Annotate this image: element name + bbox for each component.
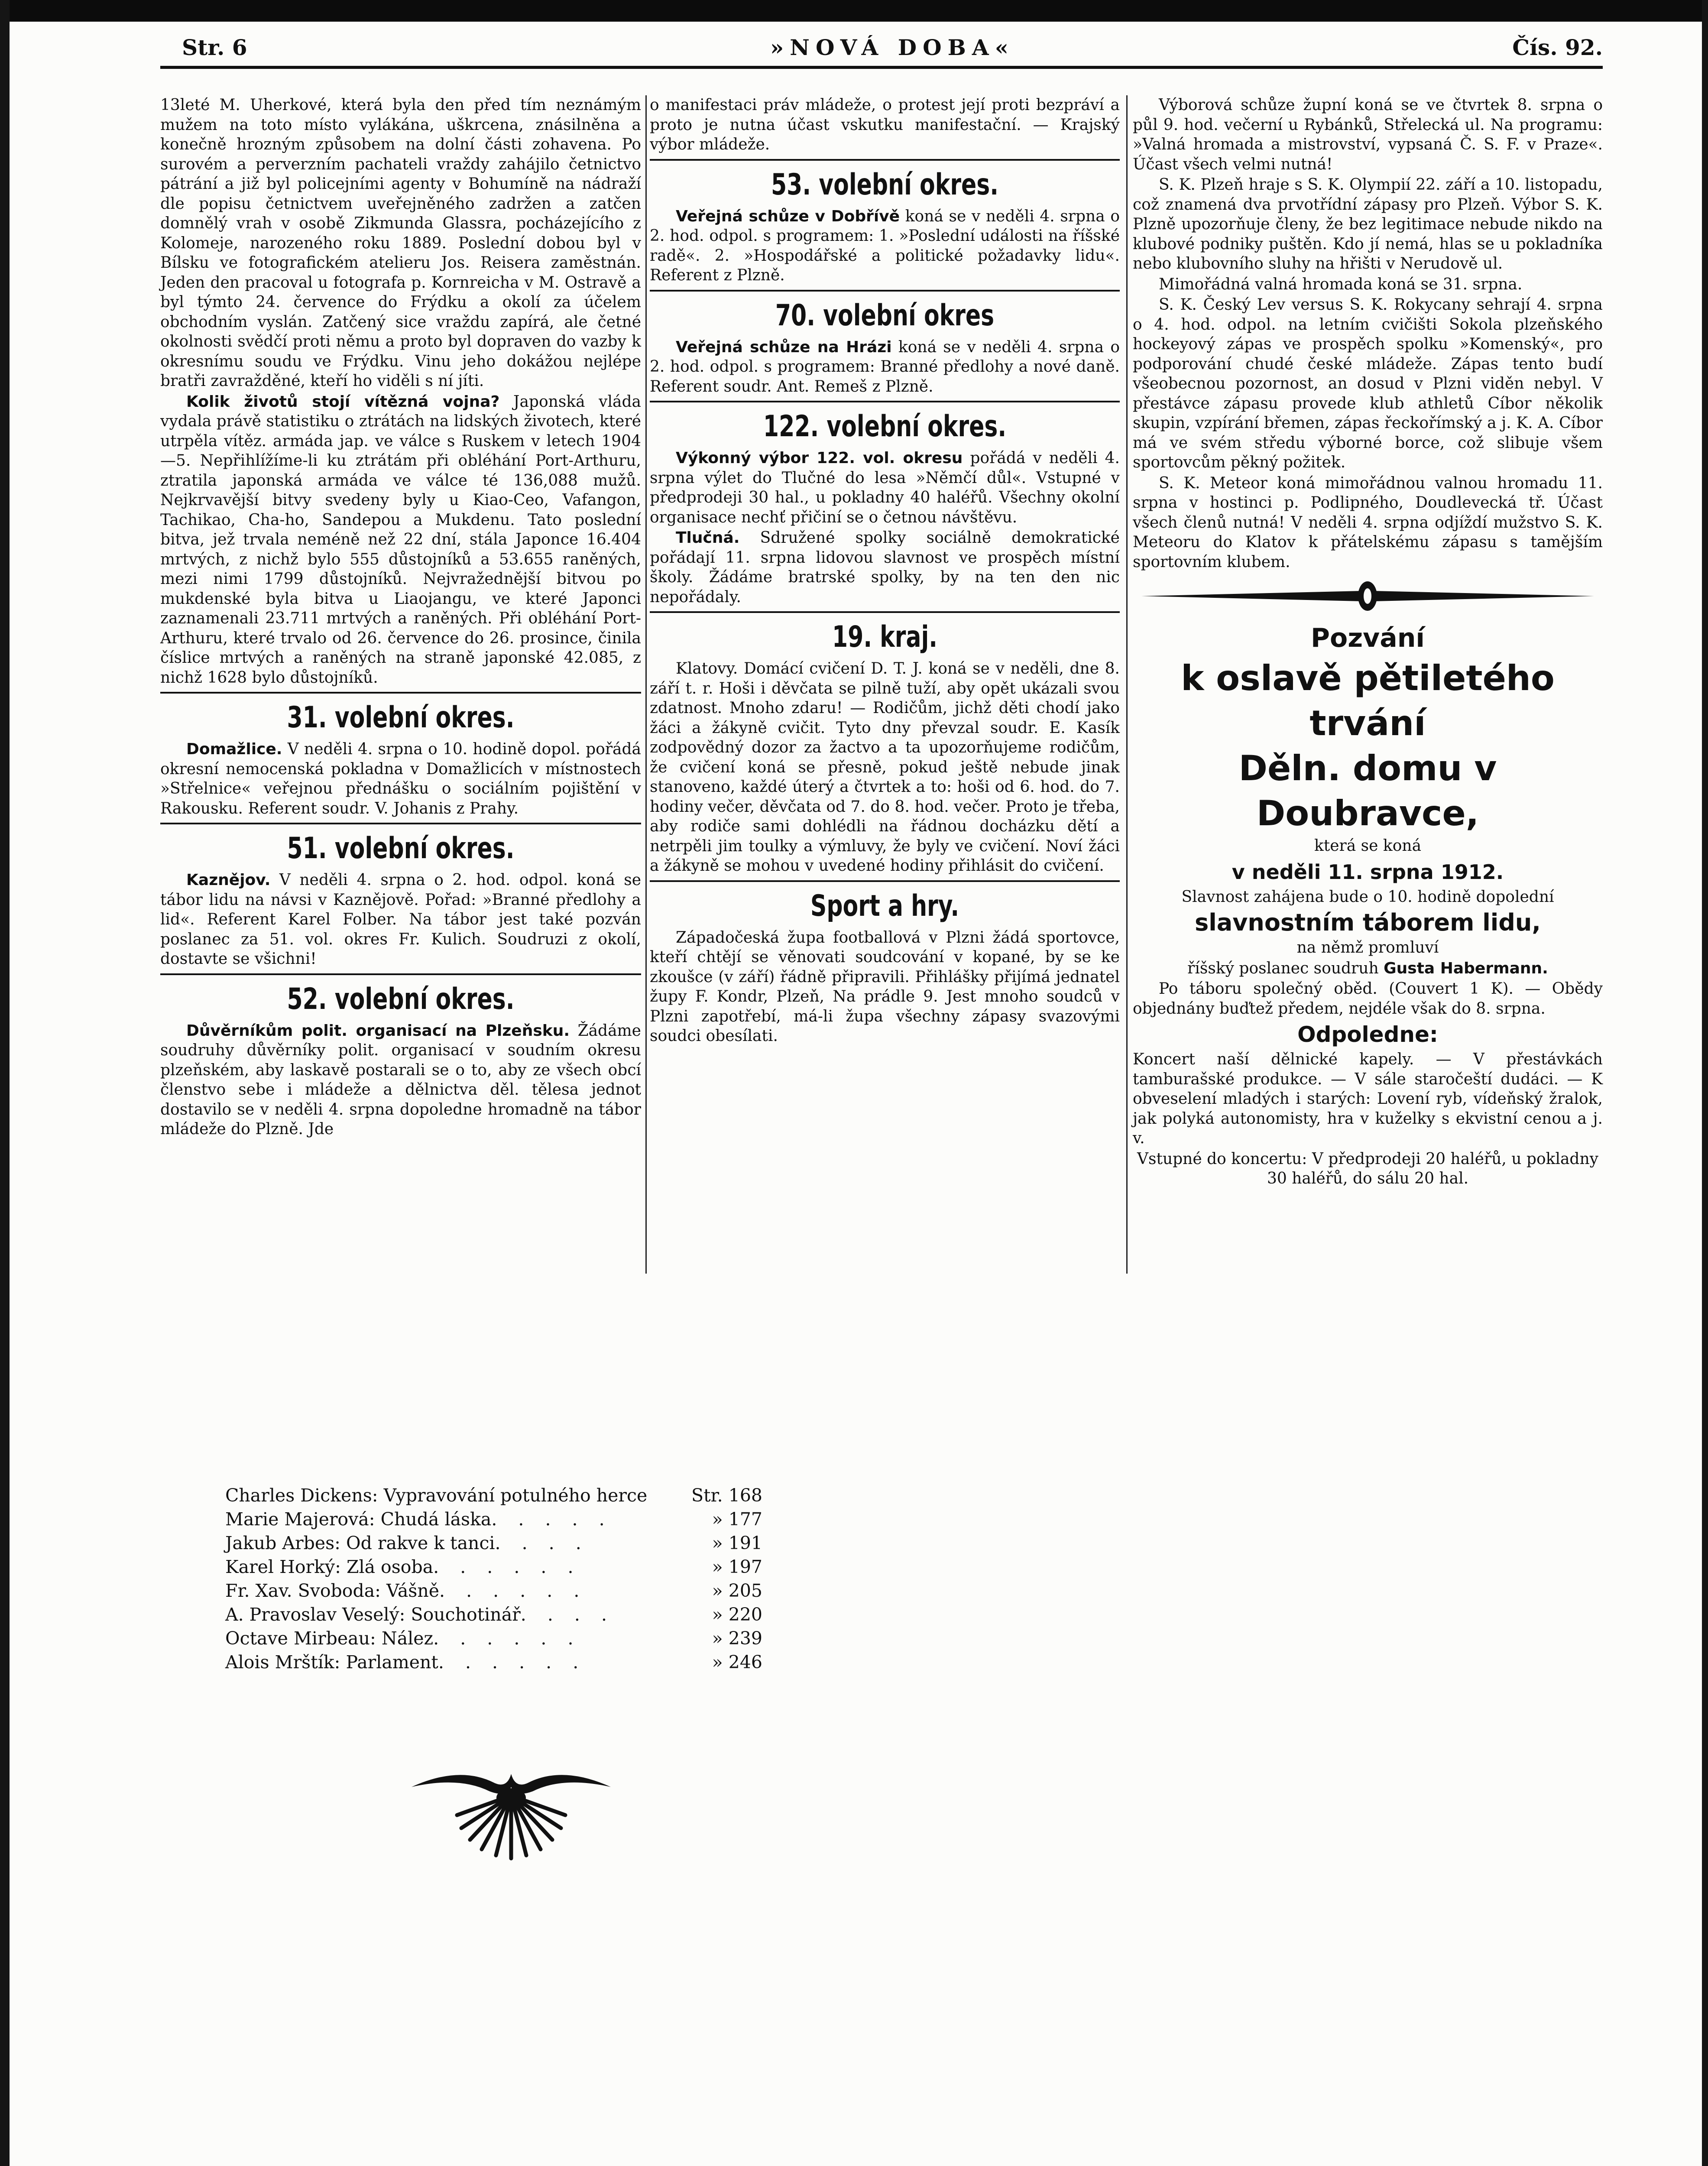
ad-afternoon: Odpoledne:	[1297, 1022, 1438, 1047]
article-war-title: Kolik životů stojí vítězná vojna?	[186, 392, 500, 411]
notice-plzensko	[160, 1021, 641, 1139]
sport-note: S. K. Meteor koná mimořádnou valnou hromadu 11. srpna v hostinci p. Podlipného, Doudlevecká tř. Účast všech členů nutná! V neděli 4. srpna odjíždí mužstvo S. K. Meteoru do Klatov k přátelskému zápasu s tamějším sportovním klubem.	[1133, 474, 1603, 571]
column-divider	[1126, 95, 1128, 1274]
section-title-52: 52. volební okres.	[287, 982, 515, 1016]
notice-lead: Veřejná schůze v Dobřívě	[676, 207, 900, 225]
notice-lead: Veřejná schůze na Hrázi	[676, 338, 892, 356]
notice-tlucna	[650, 528, 1120, 607]
notice-text: pořádá v neděli 4. srpna výlet do Tlučné do lesa »Němčí důl«. Vstupné v předprodeji 30 hal., u pokladny 40 haléřů. Všechny okolní organisace nechť přičiní se o četnou návštěvu.	[650, 449, 1120, 526]
sport-note: S. K. Český Lev versus S. K. Rokycany sehrají 4. srpna o 4. hod. odpol. na letním cvičišti Sokola plzeňského hockeyový zápas ve prospěch spolku »Komenský«, pro podporování chudé české mládeže. Zápas tento budí všeobecnou pozornost, an dosud v Plzni viděn nebyl. V přestávce zápasu provede klub athletů Cíbor několik skupin, vzpírání břemen, zápas řeckořímský a j. K. A. Cíbor má ve svém středu výborné borce, což slibuje všem sportovcům pěkný požitek.	[1133, 296, 1603, 471]
column-divider	[645, 95, 647, 1274]
section-rule	[160, 973, 641, 975]
contents-title: Charles Dickens: Vypravování potulného herce	[225, 1485, 648, 1506]
notice-dobriv	[650, 207, 1120, 285]
contents-dots: . . . .	[495, 1533, 589, 1553]
ad-rally: slavnostním táborem lidu,	[1195, 909, 1541, 936]
section-title-70: 70. volební okres	[775, 298, 995, 333]
notice-text: V neděli 4. srpna o 10. hodině dopol. pořádá okresní nemocenská pokladna v Domažlicích v místnostech »Střelnice« veřejnou přednášku o sociálním pojištění v Rakousku. Referent soudr. V. Johanis z Prahy.	[160, 740, 641, 817]
contents-title: Karel Horký: Zlá osoba	[225, 1556, 434, 1577]
contents-page: » 239	[712, 1628, 762, 1649]
section-rule	[650, 880, 1120, 882]
section-rule	[160, 823, 641, 824]
ad-lunch: Po táboru společný oběd. (Couvert 1 K). — Obědy objednány buďtež předem, nejdéle však do 8. srpna.	[1133, 980, 1603, 1018]
notice-klatovy: Klatovy. Domácí cvičení D. T. J. koná se v neděli, dne 8. září t. r. Hoši i děvčata se pilně tuží, aby opět ukázali svou zdatnost. Mnoho zdaru! — Rodičům, jichž děti chodí jako žáci a žákyně cvičit. Tyto dny převzal soudr. E. Kasík zodpovědný dozor za žactvo a ta upozorňujeme rodičům, že cvičení koná se přesně, pokud ještě nebude jinak stanoveno, každé úterý a čtvrtek a to: hoši od 6. hod. do 7. hodiny večer, děvčata od 7. do 8. hod. večer. Proto je třeba, aby rodiče sami dohlédli na řádnou docházku dětí a netrpěli jim toulky a výmluvy, že byly ve cvičení. Noví žáci a žákyně se mohou v uvedené hodiny přihlásit do cvičení.	[650, 660, 1120, 875]
list-item	[225, 1650, 762, 1674]
ad-line: která se koná	[1314, 837, 1422, 855]
notice-text: Sdružené spolky sociálně demokratické pořádají 11. srpna lidovou slavnost ve prospěch místní školy. Žádáme bratrské spolky, by na ten den nic nepořádaly.	[650, 529, 1120, 606]
ad-speaker-role: říšský poslanec soudruh	[1187, 959, 1379, 977]
section-title-51: 51. volební okres.	[287, 831, 515, 866]
notice-lead: Důvěrníkům polit. organisací na Plzeňsku.	[186, 1021, 570, 1040]
contents-dots: . . . . . .	[439, 1580, 587, 1601]
notice-lead: Tlučná.	[676, 529, 740, 547]
page-header	[182, 35, 1603, 65]
ornament-divider	[1133, 579, 1603, 613]
contents-title: Alois Mrštík: Parlament	[225, 1652, 438, 1673]
list-item	[225, 1484, 762, 1508]
sport-note: Výborová schůze župní koná se ve čtvrtek 8. srpna o půl 9. hod. večerní u Rybánků, Střelecká ul. Na programu: »Valná hromada a mistrovství, vypsaná Č. S. F. v Praze«. Účast všech velmi nutná!	[1133, 96, 1603, 173]
contents-page: » 205	[712, 1580, 762, 1601]
contents-title: Jakub Arbes: Od rakve k tanci	[225, 1533, 495, 1553]
notice-text: koná se v neděli 4. srpna o 2. hod. odpol. s programem: 1. »Poslední události na říšské radě«. 2. »Hospodářské a politické požadavky lidu«. Referent z Plzně.	[650, 207, 1120, 284]
notice-lead: Výkonný výbor 122. vol. okresu	[676, 449, 963, 467]
section-rule	[650, 611, 1120, 613]
ornament-rule-icon	[1133, 579, 1603, 613]
contents-page: » 197	[712, 1556, 762, 1577]
ad-title: Pozvání	[1311, 623, 1425, 653]
notice-lead: Domažlice.	[186, 740, 282, 758]
notice-hraz	[650, 337, 1120, 397]
column-3	[1133, 95, 1603, 1190]
list-item	[225, 1579, 762, 1603]
sport-note: S. K. Plzeň hraje s S. K. Olympií 22. září a 10. listopadu, což znamená dva prvotřídní zápasy pro Plzeň. Výbor S. K. Plzně upozorňuje členy, že bez legitimace nebude nikdo na klubové podniky puštěn. Kdo jí nemá, hlas se u pokladníka nebo klubovního sluhy na hřišti v Nerudově ul.	[1133, 176, 1603, 272]
ad-admission: Vstupné do koncertu: V předprodeji 20 haléřů, u pokladny 30 haléřů, do sálu 20 hal.	[1137, 1150, 1598, 1187]
scan-border-left	[0, 0, 10, 2166]
contents-str-label: Str.	[691, 1485, 723, 1506]
contents-dots: . . . . . .	[438, 1652, 587, 1673]
notice-domazlice	[160, 739, 641, 818]
article-murder-text: 13leté M. Uherkové, která byla den před tím neznámým mužem na toto místo vylákána, uškrcena, znásilněna a konečně hrozným způsobem na dolní části zohavena. Po surovém a perverzním pachateli vraždy zahájilo četnictvo pátrání a již byl policejními agenty v Bohumíně na nádraží dle popisu četnictvem uveřejněného zadržen a zatčen domnělý vrah v osobě Zikmunda Glassra, pocházejícího z Kolomeje, narozeného roku 1889. Poslední dobou byl v Bílsku ve fotografickém atelieru Jos. Reisera zaměstnán. Jeden den pracoval u fotografa p. Kornreicha v M. Ostravě a byl týmto 24. července do Frýdku a okolí za účelem obchodním vyslán. Zatčený sice vraždu zapírá, ale četné okolnosti svědčí proti němu a proto byl dopraven do vazby k okresnímu soudu ve Frýdku. Vinu jeho dokážou nejlépe bratři zavražděné, kteří ho viděli s ní jíti.	[160, 96, 641, 390]
column-1	[160, 95, 641, 1140]
ad-headline-1: k oslavě pětiletého trvání	[1181, 658, 1555, 743]
notice-continuation: o manifestaci práv mládeže, o protest její proti bezpráví a proto je nutna účast vskutku manifestační. — Krajský výbor mládeže.	[650, 96, 1120, 153]
newspaper-title: »NOVÁ DOBA«	[770, 35, 1014, 60]
ad-program: Koncert naší dělnické kapely. — V přestávkách tamburašské produkce. — V sále staročeští dudáci. — K obveselení mladých i starých: Lovení ryb, vídeňský žralok, jak polyká autonomisty, hra v kuželky s ekvistní cenou a j. v.	[1133, 1051, 1603, 1147]
notice-text: koná se v neděli 4. srpna o 2. hod. odpol. s programem: Branné předlohy a nové daně. Referent soudr. Ant. Remeš z Plzně.	[650, 338, 1120, 396]
issue-number: Čís. 92.	[1512, 35, 1603, 60]
header-rule	[160, 66, 1603, 69]
notice-kaznejov	[160, 870, 641, 969]
contents-page: » 246	[712, 1652, 762, 1673]
article-war-text: Japonská vláda vydala právě statistiku o ztrátách na lidských životech, které utrpěla vítěz. armáda jap. ve válce s Ruskem v letech 1904—5. Nepřihlížíme-li ku ztrátám při obléhání Port-Arthuru, ztratila japonská armáda ve válce té 136,088 mužů. Nejkrvavější bitvy svedeny byly u Kiao-Ceo, Vafangon, Tachikao, Cha-ho, Sandepou a Mukdenu. Tato poslední bitva, jež trvala neméně než 22 dní, stála Japonce 16.404 mrtvých, z nichž bylo 555 důstojníků a 53.655 raněných, mezi nimi 1799 důstojníků. Nejvražednější bitvou po mukdenské byla bitva u Liaojangu, ve které Japonci zaznamenali 23.711 mrtvých a raněných. Při obléhání Port-Arthuru, které trvalo od 26. července do 26. prosince, činila číslice mrtvých a raněných na straně japonské 42.085, z nichž 1628 bylo důstojníků.	[160, 392, 641, 687]
section-title-31: 31. volební okres.	[287, 700, 515, 735]
section-rule	[650, 401, 1120, 402]
contents-list	[225, 1484, 762, 1674]
section-rule	[160, 692, 641, 694]
contents-title: Fr. Xav. Svoboda: Vášně	[225, 1580, 440, 1601]
section-title-sport: Sport a hry.	[810, 888, 959, 923]
list-item	[225, 1531, 762, 1555]
notice-text: V neděli 4. srpna o 2. hod. odpol. koná se tábor lidu na návsi v Kaznějově. Pořad: »Branné předlohy a lid«. Referent Karel Folber. Na tábor jest také pozván poslanec za 51. vol. okres Fr. Kulich. Soudruzi z okolí, dostavte se všichni!	[160, 871, 641, 968]
contents-dots: . . . . .	[491, 1509, 613, 1530]
sport-note: Mimořádná valná hromada koná se 31. srpna.	[1159, 275, 1523, 293]
list-item	[225, 1508, 762, 1531]
section-title-19: 19. kraj.	[832, 620, 938, 654]
list-item	[225, 1555, 762, 1579]
sunburst-ornament-icon	[407, 1757, 615, 1865]
contents-dots: . . . . . .	[433, 1628, 581, 1649]
contents-page: » 191	[712, 1533, 762, 1553]
ad-speaker	[1133, 959, 1603, 979]
section-rule	[650, 290, 1120, 292]
list-item	[225, 1603, 762, 1627]
scan-border-top	[0, 0, 1708, 22]
contents-page-number: 168	[728, 1485, 762, 1506]
section-rule	[650, 159, 1120, 161]
scan-border-right	[1702, 0, 1708, 2166]
section-title-122: 122. volební okres.	[763, 409, 1007, 444]
ad-date: v neděli 11. srpna 1912.	[1232, 860, 1504, 884]
ad-line: na němž promluví	[1296, 939, 1439, 957]
article-war-losses	[160, 392, 641, 688]
contents-page: » 220	[712, 1604, 762, 1625]
notice-lead: Kaznějov.	[186, 871, 271, 889]
contents-page	[689, 1484, 762, 1508]
section-title-53: 53. volební okres.	[771, 167, 999, 202]
contents-title: Marie Majerová: Chudá láska	[225, 1509, 492, 1530]
list-item	[225, 1627, 762, 1650]
column-2	[650, 95, 1120, 1047]
contents-page: » 177	[712, 1509, 762, 1530]
contents-dots: . . . . . .	[433, 1556, 581, 1577]
ad-line: Slavnost zahájena bude o 10. hodině dopolední	[1181, 888, 1554, 906]
notice-football: Západočeská župa footballová v Plzni žádá sportovce, kteří chtějí se věnovati soudcování v kopané, by se ke zkoušce (v září) řádně připravili. Přihlášky přijímá jednatel župy F. Kondr, Plzeň, Na prádle 9. Jest mnoho soudců v Plzni zapotřebí, má-li župa všechny zápasy svazovými soudci obesílati.	[650, 928, 1120, 1045]
page-number: Str. 6	[182, 35, 247, 60]
advertisement	[1133, 620, 1603, 1189]
contents-title: Octave Mirbeau: Nález	[225, 1628, 434, 1649]
ad-headline-2: Děln. domu v Doubravce,	[1238, 748, 1497, 833]
contents-title: A. Pravoslav Veselý: Souchotinář	[225, 1604, 521, 1625]
notice-text: Žádáme soudruhy důvěrníky polit. organisací v soudním okresu plzeňském, aby laskavě postarali se o to, aby ze všech obcí členstvo sebe i mládeže a dělnictva děl. tělesa jednot dostavilo se v neděli 4. srpna dopoledne hromadně na tábor mládeže do Plzně. Jde	[160, 1021, 641, 1138]
ad-speaker-name: Gusta Habermann.	[1384, 959, 1548, 977]
notice-122	[650, 448, 1120, 527]
contents-dots: . . . .	[520, 1604, 615, 1625]
